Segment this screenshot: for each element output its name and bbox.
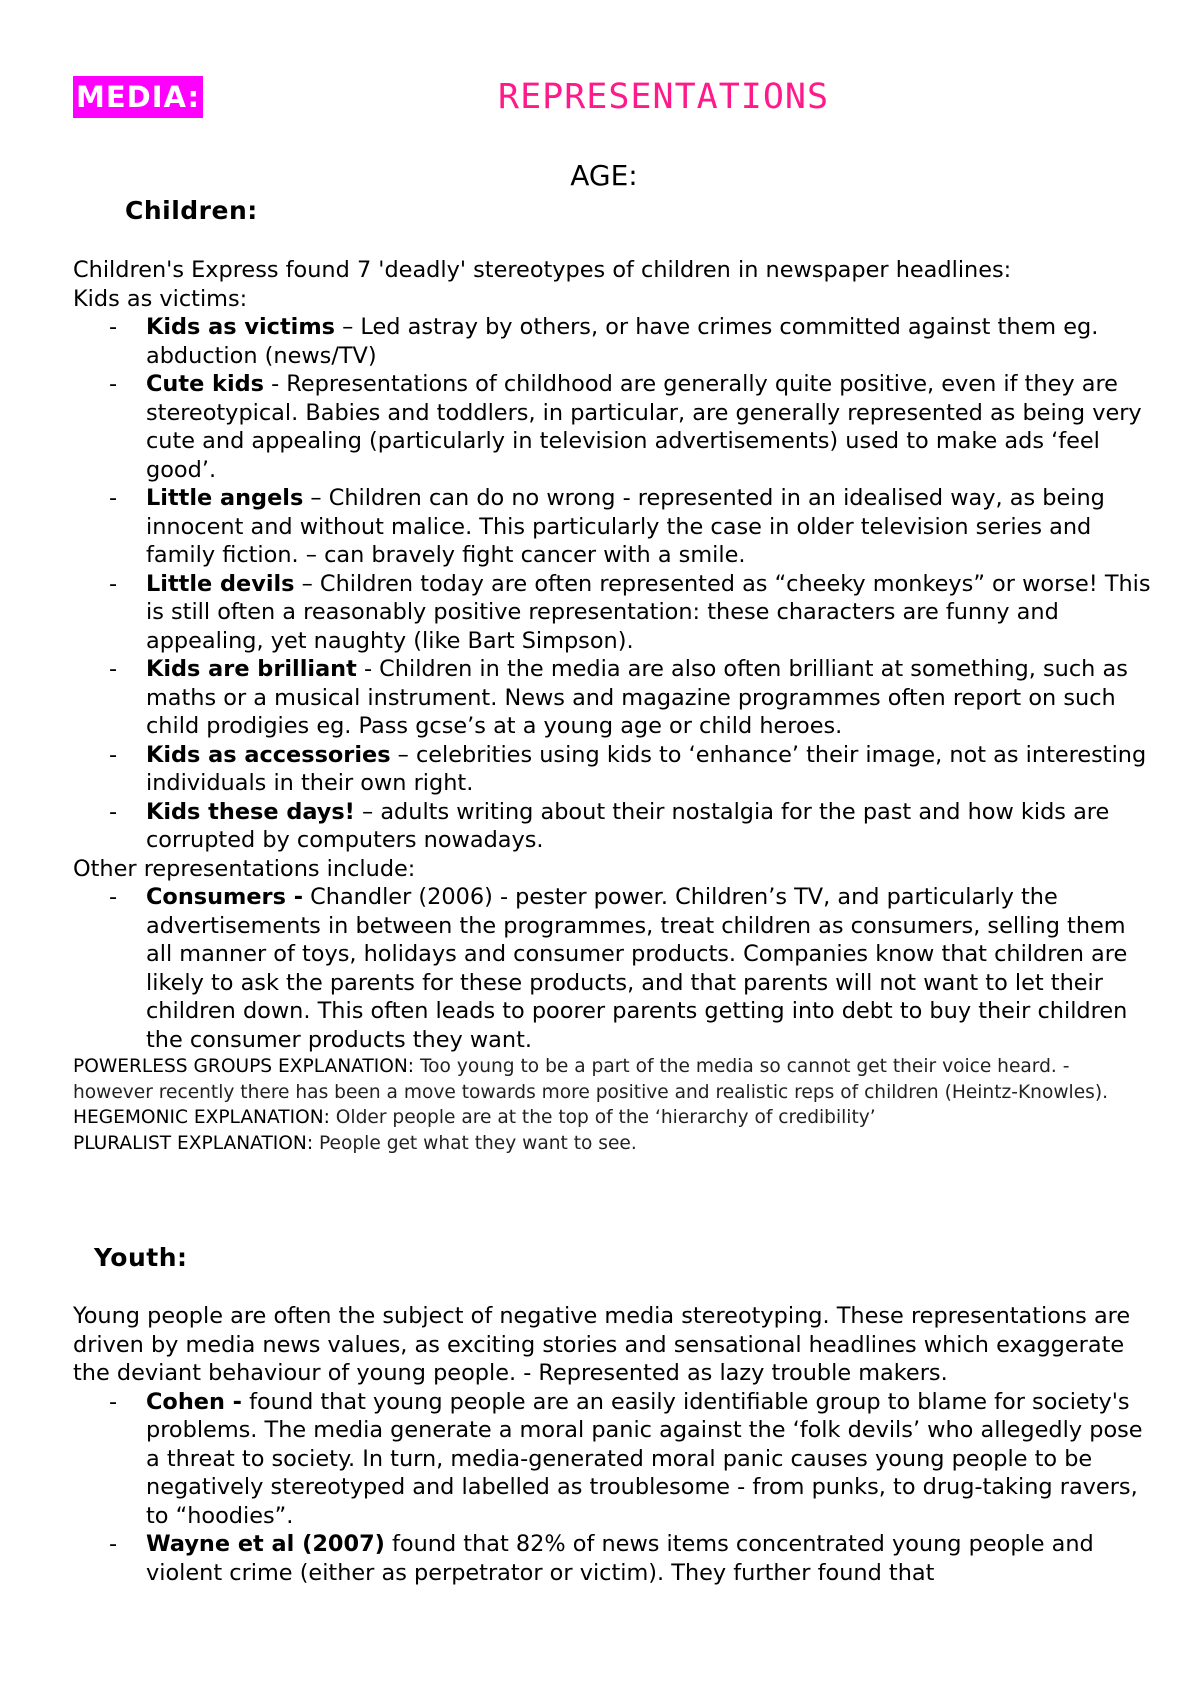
children-intro: Children's Express found 7 'deadly' stereotypes of children in newspaper headlines: xyxy=(73,257,1012,283)
list-item-text: found that young people are an easily identifiable group to blame for society's problems. The media generate a moral panic against the ‘folk devils’ who allegedly pose a threat to society. In turn, media-generated moral panic causes young people to be negatively stereotyped and labelled as troublesome - from punks, to drug-taking ravers, to “hoodies”. xyxy=(146,1388,1143,1529)
explanation-key: HEGEMONIC EXPLANATION: xyxy=(73,1107,330,1128)
list-item: - Wayne et al (2007) found that 82% of news items concentrated young people and violent crime (either as perpetrator or victim). They further found that xyxy=(109,1531,1094,1586)
explanation-value: People get what they want to see. xyxy=(313,1132,637,1154)
list-item: - Consumers - Chandler (2006) - pester power. Children’s TV, and particularly the advertisements in between the programmes, treat children as consumers, selling them all manner of toys, holidays and consumer products. Companies know that children are likely to ask the parents for these products, and that parents will not want to let their children down. This often leads to poorer parents getting into debt to buy their children the consumer products they want. xyxy=(109,884,1128,1053)
list-item: - Kids as accessories – celebrities using kids to ‘enhance’ their image, not as interesting individuals in their own right. xyxy=(109,741,1147,796)
other-representations-label: Other representations include: xyxy=(73,855,416,882)
youth-section xyxy=(73,1302,1153,1587)
list-item: - Little angels – Children can do no wrong - represented in an idealised way, as being innocent and without malice. This particularly the case in older television series and family fiction. – can bravely fight cancer with a smile. xyxy=(109,485,1105,568)
list-item: - Little devils – Children today are often represented as “cheeky monkeys” or worse! This is still often a reasonably positive representation: these characters are funny and appealing, yet naughty (like Bart Simpson). xyxy=(109,570,1151,654)
list-item-term: Kids as accessories xyxy=(146,741,391,768)
explanations xyxy=(73,1054,1153,1156)
list-item: - Cute kids - Representations of childhood are generally quite positive, even if they are stereotypical. Babies and toddlers, in particular, are generally represented as being very cute and appealing (particularly in television advertisements) used to make ads ‘feel good’. xyxy=(109,371,1142,483)
list-item-term: Cohen - xyxy=(146,1388,242,1415)
list-item-text: – Children can do no wrong - represented in an idealised way, as being innocent and without malice. This particularly the case in older television series and family fiction. – can bravely fight cancer with a smile. xyxy=(146,485,1105,568)
list-item-text: – adults writing about their nostalgia for the past and how kids are corrupted by computers nowadays. xyxy=(146,798,1110,853)
list-item-term: Consumers - xyxy=(146,884,303,910)
youth-heading: Youth: xyxy=(94,1243,188,1272)
page-title: REPRESENTATIONS xyxy=(498,77,830,117)
list-item-text: - Children in the media are also often brilliant at something, such as maths or a musical instrument. News and magazine programmes often report on such child prodigies eg. Pass gcse’s at a young age or child heroes. xyxy=(146,656,1128,739)
powerless-groups-explanation xyxy=(73,1054,1153,1105)
list-item-term: Cute kids xyxy=(146,371,264,397)
children-heading: Children: xyxy=(125,196,258,225)
list-item-term: Kids as victims xyxy=(146,314,335,340)
youth-list xyxy=(73,1388,1153,1588)
other-representations-list xyxy=(73,883,1153,1054)
hegemonic-explanation xyxy=(73,1105,1153,1131)
list-item-term: Wayne et al (2007) xyxy=(146,1531,385,1557)
explanation-key: PLURALIST EXPLANATION: xyxy=(73,1132,314,1154)
kids-as-victims-label: Kids as victims: xyxy=(73,285,248,312)
list-item-text: – Led astray by others, or have crimes committed against them eg. abduction (news/TV) xyxy=(146,314,1099,369)
age-subtitle: AGE: xyxy=(570,159,638,192)
list-item-term: Kids are brilliant xyxy=(146,656,357,682)
list-item-text: found that 82% of news items concentrated young people and violent crime (either as perpetrator or victim). They further found that xyxy=(146,1531,1094,1586)
youth-intro: Young people are often the subject of negative media stereotyping. These representations are driven by media news values, as exciting stories and sensational headlines which exaggerate the deviant behaviour of young people. - Represented as lazy trouble makers. xyxy=(73,1303,1131,1386)
children-section xyxy=(73,256,1153,1156)
pluralist-explanation xyxy=(73,1131,1153,1157)
list-item: - Cohen - found that young people are an easily identifiable group to blame for society's problems. The media generate a moral panic against the ‘folk devils’ who allegedly pose a threat to society. In turn, media-generated moral panic causes young people to be negatively stereotyped and labelled as troublesome - from punks, to drug-taking ravers, to “hoodies”. xyxy=(109,1388,1143,1529)
list-item-term: Little angels xyxy=(146,485,304,511)
explanation-value: Too young to be a part of the media so cannot get their voice heard. - however recently there has been a move towards more positive and realistic reps of children (Heintz-Knowles). xyxy=(73,1056,1108,1103)
media-label: MEDIA: xyxy=(73,76,203,118)
document-header xyxy=(73,76,1133,120)
list-item: - Kids as victims – Led astray by others, or have crimes committed against them eg. abduction (news/TV) xyxy=(109,314,1099,369)
children-stereotype-list xyxy=(73,313,1153,855)
list-item-text: - Representations of childhood are generally quite positive, even if they are stereotypical. Babies and toddlers, in particular, are generally represented as being very cute and appealing (particularly in television advertisements) used to make ads ‘feel good’. xyxy=(146,371,1142,483)
list-item-term: Little devils xyxy=(146,570,295,597)
list-item-text: Chandler (2006) - pester power. Children’s TV, and particularly the advertisements in between the programmes, treat children as consumers, selling them all manner of toys, holidays and consumer products. Companies know that children are likely to ask the parents for these products, and that parents will not want to let their children down. This often leads to poorer parents getting into debt to buy their children the consumer products they want. xyxy=(146,884,1128,1053)
list-item: - Kids are brilliant - Children in the media are also often brilliant at something, such as maths or a musical instrument. News and magazine programmes often report on such child prodigies eg. Pass gcse’s at a young age or child heroes. xyxy=(109,656,1128,739)
list-item: - Kids these days! – adults writing about their nostalgia for the past and how kids are corrupted by computers nowadays. xyxy=(109,798,1110,853)
explanation-key: POWERLESS GROUPS EXPLANATION: xyxy=(73,1056,415,1077)
explanation-value: Older people are at the top of the ‘hierarchy of credibility’ xyxy=(329,1107,876,1128)
list-item-text: – Children today are often represented as “cheeky monkeys” or worse! This is still often a reasonably positive representation: these characters are funny and appealing, yet naughty (like Bart Simpson). xyxy=(146,570,1151,654)
list-item-text: – celebrities using kids to ‘enhance’ their image, not as interesting individuals in their own right. xyxy=(146,741,1147,796)
list-item-term: Kids these days! xyxy=(146,798,355,825)
